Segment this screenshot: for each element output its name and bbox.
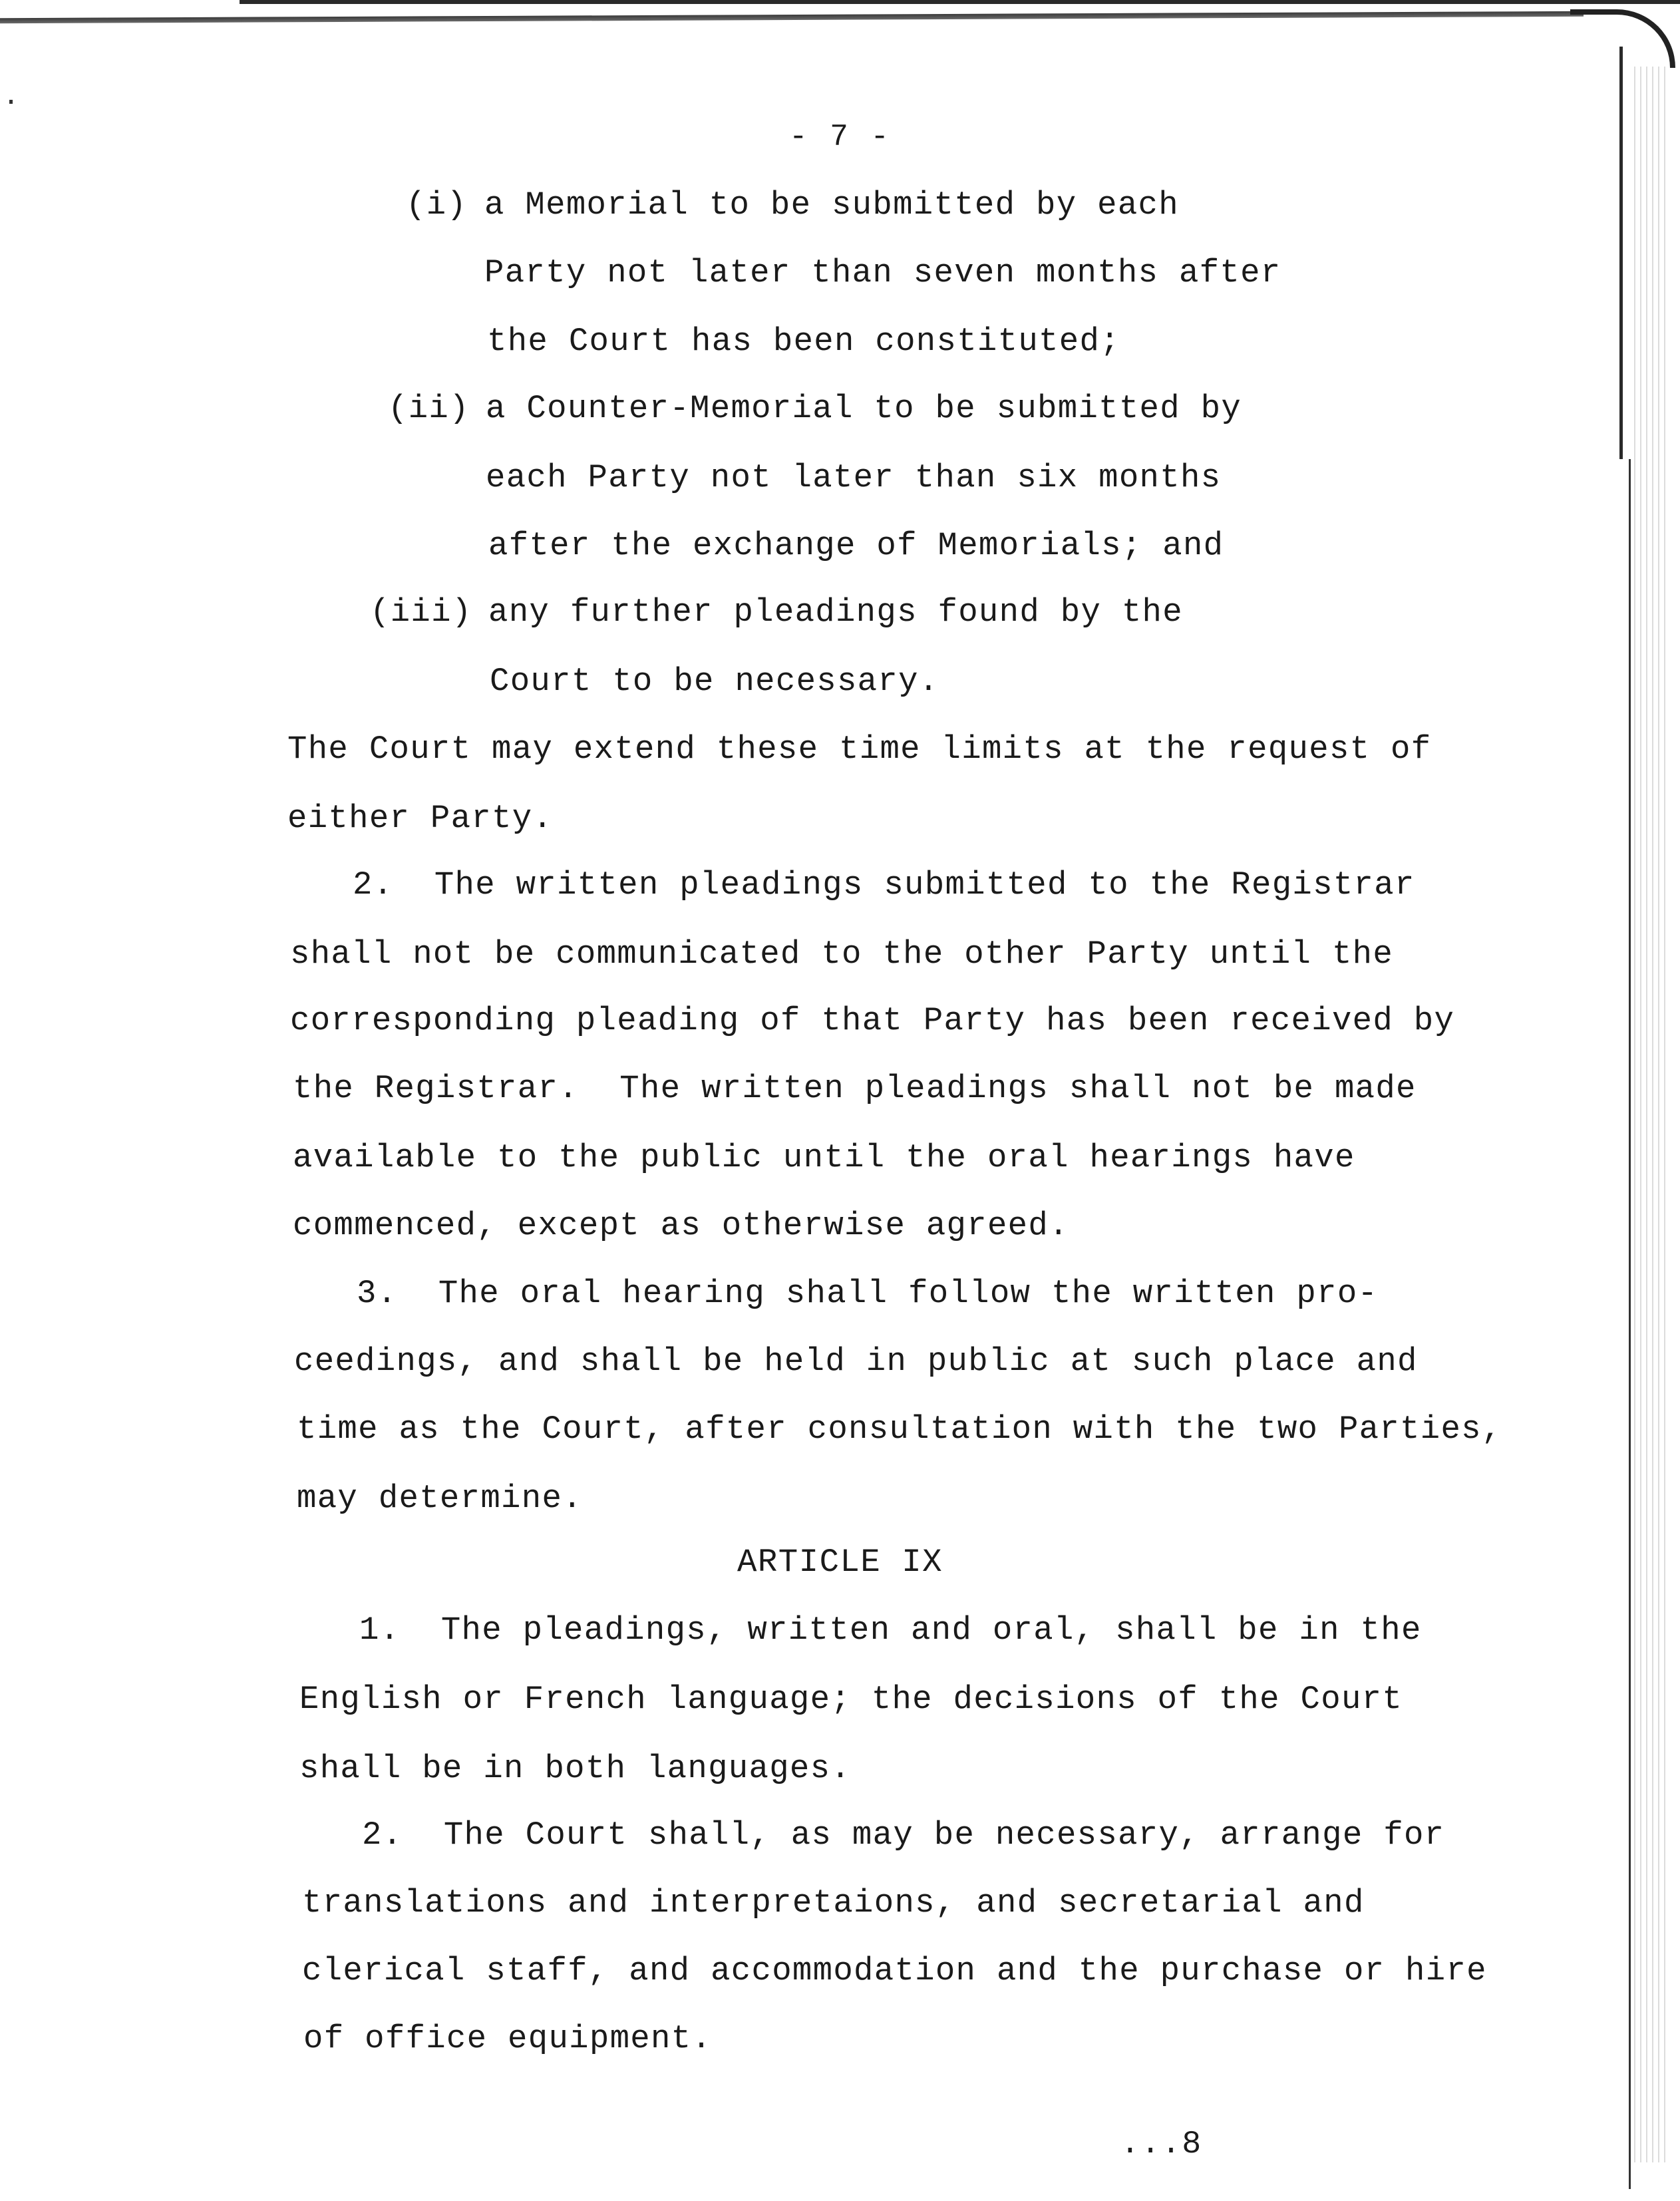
paragraph-line: either Party.	[287, 800, 554, 837]
paragraph-line: ceedings, and shall be held in public at such place and	[294, 1343, 1418, 1380]
article-paragraph-line: shall be in both languages.	[299, 1750, 852, 1787]
item-line: any further pleadings found by the	[488, 593, 1183, 631]
item-line: a Counter-Memorial to be submitted by	[486, 390, 1242, 427]
scan-edge-right	[1619, 47, 1623, 459]
continuation-marker: ...8	[1120, 2126, 1203, 2162]
paragraph-line: 3. The oral hearing shall follow the written pro-	[357, 1275, 1379, 1312]
article-paragraph-line: of office equipment.	[303, 2020, 713, 2057]
article-paragraph-line: 1. The pleadings, written and oral, shall be in the	[359, 1611, 1422, 1649]
article-heading: ARTICLE IX	[737, 1544, 943, 1581]
scan-edge-shadow	[0, 11, 1584, 23]
item-line: the Court has been constituted;	[487, 323, 1120, 360]
item-label-i: (i)	[406, 186, 468, 224]
paragraph-line: the Registrar. The written pleadings shall not be made	[293, 1070, 1417, 1107]
paragraph-line: may determine.	[297, 1480, 583, 1517]
paragraph-line: commenced, except as otherwise agreed.	[293, 1207, 1069, 1244]
paragraph-line: corresponding pleading of that Party has been received by	[290, 1002, 1455, 1039]
paragraph-line: shall not be communicated to the other Party until the	[290, 935, 1394, 973]
item-line: a Memorial to be submitted by each	[484, 186, 1179, 224]
paragraph-line: 2. The written pleadings submitted to the Registrar	[353, 866, 1415, 904]
item-label-ii: (ii)	[388, 390, 470, 427]
item-line: each Party not later than six months	[486, 459, 1222, 496]
item-line: Court to be necessary.	[490, 663, 939, 700]
article-paragraph-line: 2. The Court shall, as may be necessary, arrange for	[362, 1816, 1445, 1854]
paragraph-line: available to the public until the oral hearings have	[293, 1139, 1355, 1176]
paragraph-line: The Court may extend these time limits at the request of	[287, 731, 1432, 768]
article-paragraph-line: clerical staff, and accommodation and the purchase or hire	[302, 1952, 1487, 1989]
scan-noise-right	[1634, 67, 1667, 2162]
paragraph-line: time as the Court, after consultation with the two Parties,	[297, 1411, 1502, 1448]
item-label-iii: (iii)	[370, 593, 472, 631]
article-paragraph-line: English or French language; the decisions of the Court	[299, 1681, 1403, 1718]
page-number: - 7 -	[788, 120, 892, 154]
item-line: Party not later than seven months after	[484, 254, 1281, 291]
scan-corner-curl	[1570, 9, 1675, 68]
scan-edge-top	[240, 0, 1680, 4]
article-paragraph-line: translations and interpretaions, and secretarial and	[302, 1884, 1365, 1922]
scan-speck	[9, 100, 13, 104]
scan-edge-right-lower	[1629, 459, 1631, 2189]
item-line: after the exchange of Memorials; and	[488, 527, 1224, 564]
